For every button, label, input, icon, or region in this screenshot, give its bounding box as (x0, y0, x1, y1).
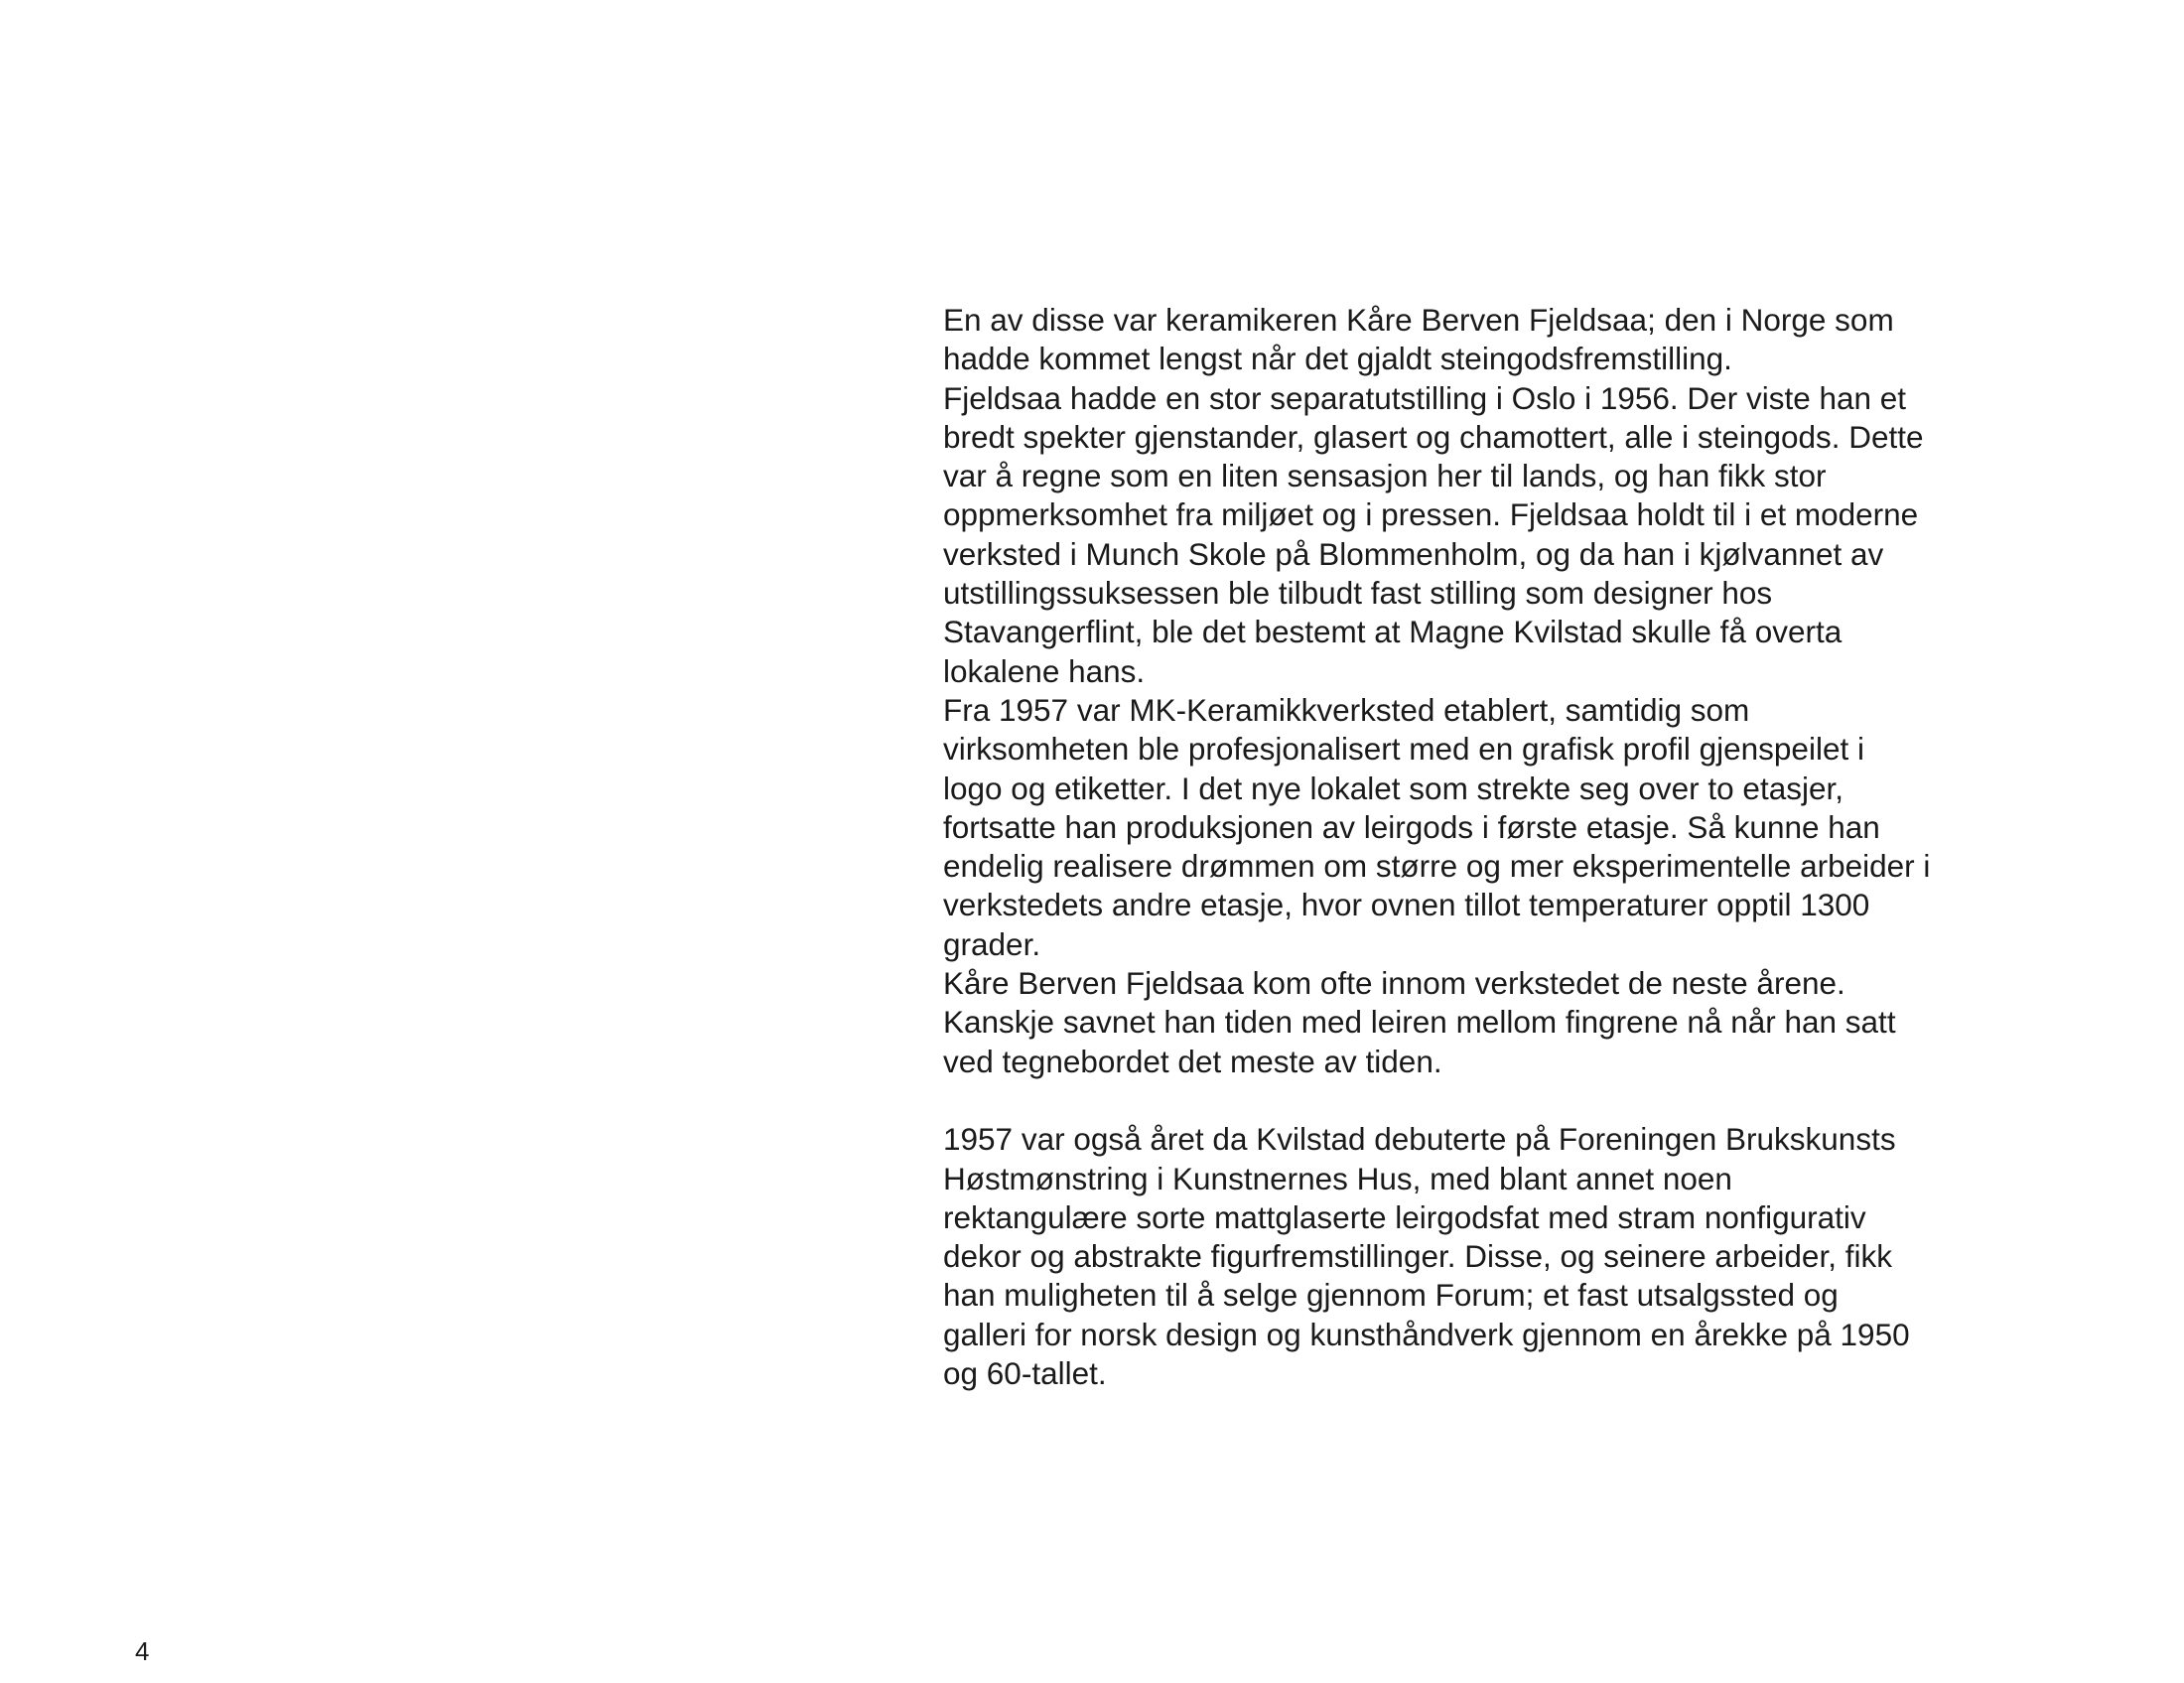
text-line: En av disse var keramikeren Kåre Berven Fjeldsaa; den i Norge som (943, 302, 1894, 338)
text-line: Kanskje savnet han tiden med leiren mellom fingrene nå når han satt (943, 1004, 1896, 1041)
text-line: logo og etiketter. I det nye lokalet som strekte seg over to etasjer, (943, 770, 1843, 806)
text-line: hadde kommet lengst når det gjaldt steingodsfremstilling. (943, 341, 1732, 377)
text-line: galleri for norsk design og kunsthåndverk gjennom en årekke på 1950 (943, 1316, 1910, 1352)
text-line: verkstedets andre etasje, hvor ovnen tillot temperaturer opptil 1300 (943, 887, 1870, 923)
text-line: virksomheten ble profesjonalisert med en grafisk profil gjenspeilet i (943, 731, 1864, 768)
paragraph-1 (943, 301, 2015, 1081)
text-line: 1957 var også året da Kvilstad debuterte på Foreningen Brukskunsts (943, 1121, 1896, 1158)
text-line: endelig realisere drømmen om større og mer eksperimentelle arbeider i (943, 848, 1931, 885)
page-number: 4 (135, 1636, 150, 1666)
text-line: Stavangerflint, ble det bestemt at Magne Kvilstad skulle få overta (943, 614, 1843, 650)
text-line: utstillingssuksessen ble tilbudt fast stilling som designer hos (943, 575, 1773, 612)
text-line: og 60-tallet. (943, 1355, 1107, 1392)
paragraph-2 (943, 1120, 2015, 1393)
text-line: var å regne som en liten sensasjon her til lands, og han fikk stor (943, 458, 1827, 494)
text-line: verksted i Munch Skole på Blommenholm, og da han i kjølvannet av (943, 535, 1884, 572)
text-line: grader. (943, 925, 1041, 962)
text-line: oppmerksomhet fra miljøet og i pressen. Fjeldsaa holdt til i et moderne (943, 496, 1919, 533)
paragraph-spacer (943, 1081, 2015, 1120)
text-line: Fjeldsaa hadde en stor separatutstilling i Oslo i 1956. Der viste han et (943, 379, 1907, 416)
text-line: Kåre Berven Fjeldsaa kom ofte innom verkstedet de neste årene. (943, 965, 1845, 1002)
text-line: Høstmønstring i Kunstnernes Hus, med blant annet noen (943, 1160, 1732, 1196)
text-line: lokalene hans. (943, 652, 1146, 689)
text-line: rektangulære sorte mattglaserte leirgodsfat med stram nonfigurativ (943, 1198, 1866, 1235)
text-line: Fra 1957 var MK-Keramikkverksted etablert, samtidig som (943, 691, 1750, 728)
text-line: bredt spekter gjenstander, glasert og chamottert, alle i steingods. Dette (943, 418, 1924, 455)
text-line: ved tegnebordet det meste av tiden. (943, 1043, 1442, 1079)
body-text (943, 301, 2015, 1393)
text-line: fortsatte han produksjonen av leirgods i første etasje. Så kunne han (943, 808, 1880, 845)
text-line: han muligheten til å selge gjennom Forum; et fast utsalgssted og (943, 1277, 1839, 1314)
text-line: dekor og abstrakte figurfremstillinger. Disse, og seinere arbeider, fikk (943, 1238, 1892, 1275)
